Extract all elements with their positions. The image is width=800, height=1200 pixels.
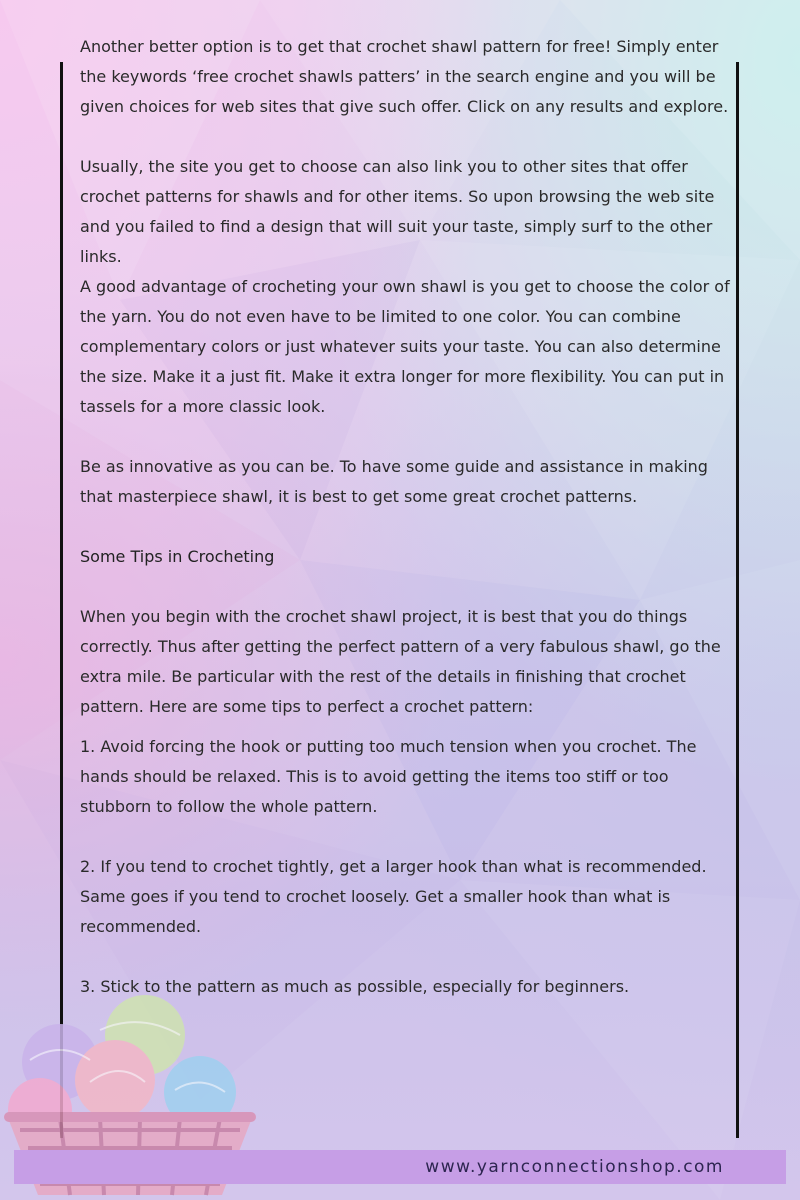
section-heading: Some Tips in Crocheting — [80, 547, 275, 566]
paragraph-tips-intro: When you begin with the crochet shawl project, it is best that you do things correctly. Thus after getting the perfect pattern of a very fabulous shawl, go the extra mile. Be particular with the rest of the details in finishing that crochet pattern. Here are some tips to perfect a crochet pattern: — [80, 607, 721, 716]
article-body — [80, 32, 740, 1002]
left-border-line — [60, 62, 63, 1138]
tip-item-2: 2. If you tend to crochet tightly, get a larger hook than what is recommended. Same goes if you tend to crochet loosely. Get a smaller hook than what is recommended. — [80, 857, 707, 936]
footer-website-link[interactable]: www.yarnconnectionshop.com — [425, 1157, 724, 1177]
tip-item-3: 3. Stick to the pattern as much as possible, especially for beginners. — [80, 977, 630, 996]
paragraph-free-patterns: Another better option is to get that crochet shawl pattern for free! Simply enter the keywords ‘free crochet shawls patters’ in the search engine and you will be given choices for web sites that give such offer. Click on any results and explore. — [80, 37, 729, 116]
paragraph-linked-sites: Usually, the site you get to choose can also link you to other sites that offer crochet patterns for shawls and for other items. So upon browsing the web site and you failed to find a design that will suit your taste, simply surf to the other links. — [80, 157, 715, 266]
tip-item-1: 1. Avoid forcing the hook or putting too much tension when you crochet. The hands should be relaxed. This is to avoid getting the items too stiff or too stubborn to follow the whole pattern. — [80, 737, 697, 816]
paragraph-own-shawl-advantage: A good advantage of crocheting your own shawl is you get to choose the color of the yarn. You do not even have to be limited to one color. You can combine complementary colors or just whatever suits your taste. You can also determine the size. Make it a just fit. Make it extra longer for more flexibility. You can put in tassels for a more classic look. — [80, 277, 730, 416]
paragraph-be-innovative: Be as innovative as you can be. To have some guide and assistance in making that masterpiece shawl, it is best to get some great crochet patterns. — [80, 457, 708, 506]
